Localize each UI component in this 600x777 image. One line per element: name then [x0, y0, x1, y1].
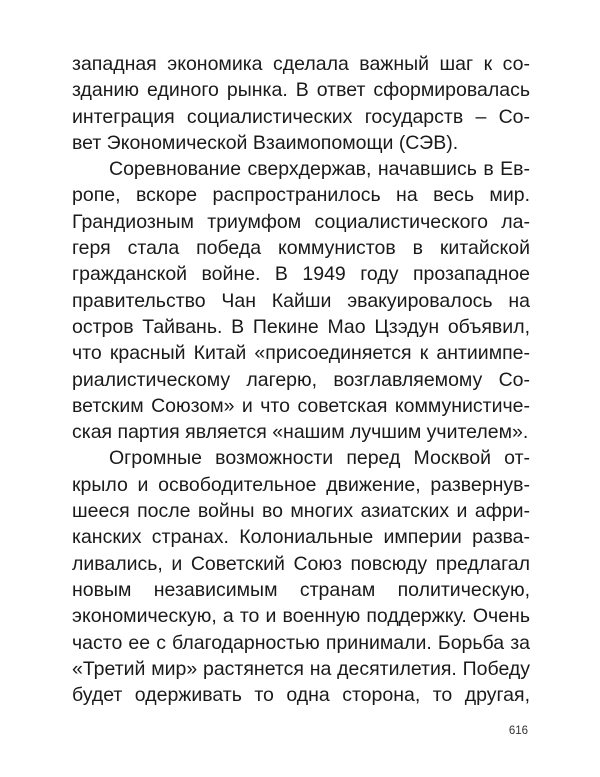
text-line: будет одерживать то одна сторона, то другая, [72, 684, 530, 707]
text-line: канских странах. Колониальные империи разва- [72, 526, 530, 549]
text-line: новым независимым странам политическую, [72, 578, 530, 601]
text-line: риалистическому лагерю, возглавляемому Со- [72, 368, 530, 391]
text-line: правительство Чан Кайши эвакуировалось на [72, 289, 530, 312]
text-line: часто ее с благодарностью принимали. Борьба за [72, 631, 530, 654]
text-line: «Третий мир» растянется на десятилетия. Победу [72, 657, 530, 680]
paragraph-start-line: Огромные возможности перед Москвой от- [109, 447, 530, 470]
paragraph-start-line: Соревнование сверхдержав, начавшись в Ев- [109, 158, 530, 181]
text-line: вет Экономической Взаимопомощи (СЭВ). [72, 131, 459, 154]
text-line: зданию единого рынка. В ответ сформировалась [72, 79, 530, 102]
text-line: ская партия является «нашим лучшим учителем». [72, 421, 529, 444]
text-line: остров Тайвань. В Пекине Мао Цзэдун объявил, [72, 315, 530, 338]
text-line: крыло и освободительное движение, развернув- [72, 473, 530, 496]
text-line: Грандиозным триумфом социалистического ла- [72, 210, 530, 233]
book-page-text [72, 51, 530, 708]
text-line: экономическую, а то и военную поддержку. Очень [72, 605, 530, 628]
text-line: западная экономика сделала важный шаг к со- [72, 53, 530, 75]
page-number: 616 [508, 725, 528, 737]
text-line: интеграция социалистических государств – Со- [72, 105, 530, 128]
text-line: шееся после войны во многих азиатских и афри- [72, 500, 530, 523]
text-line: что красный Китай «присоединяется к антиимпе- [72, 342, 530, 365]
text-line: ливались, и Советский Союз повсюду предлагал [72, 552, 530, 575]
text-line: гражданской войне. В 1949 году прозападное [72, 263, 530, 286]
text-line: ветским Союзом» и что советская коммунистиче- [72, 394, 530, 417]
text-line: ропе, вскоре распространилось на весь мир. [72, 184, 530, 207]
text-line: геря стала победа коммунистов в китайской [72, 237, 530, 260]
